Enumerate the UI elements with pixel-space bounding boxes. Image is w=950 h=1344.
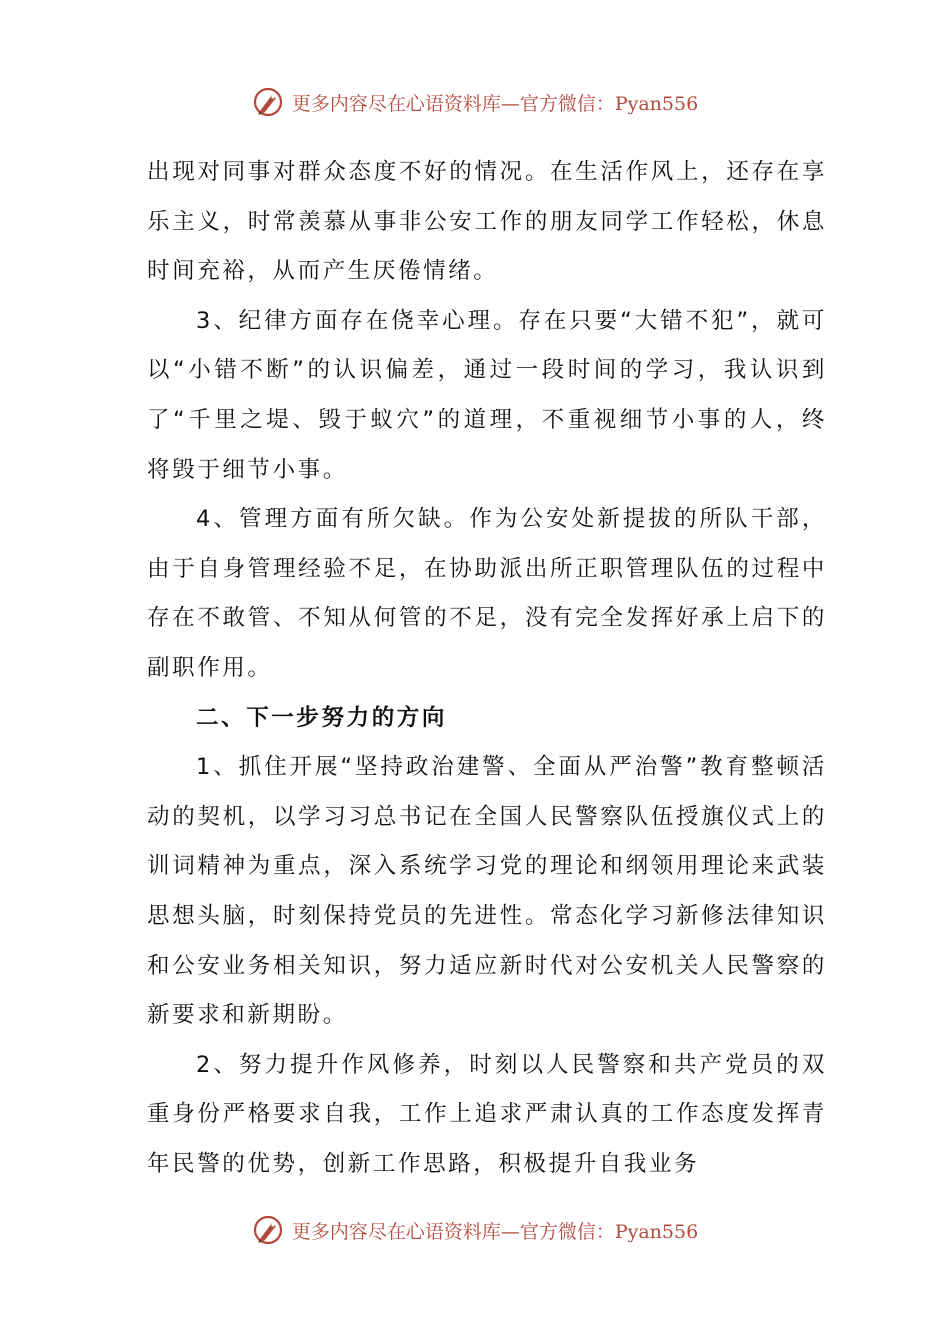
pen-nib-icon [252,86,284,118]
paragraph-direction-1: 1、抓住开展“坚持政治建警、全面从严治警”教育整顿活动的契机，以学习习总书记在全国人民警察队伍授旗仪式上的训词精神为重点，深入系统学习党的理论和纲领用理论来武装思想头脑，时刻保持党员的先进性。常态化学习新修法律知识和公安业务相关知识，努力适应新时代对公安机关人民警察的新要求和新期盼。 [147,754,827,1029]
header-banner [0,82,950,122]
document-body [147,148,827,1189]
footer-banner [0,1210,950,1250]
paragraph-direction-2: 2、努力提升作风修养，时刻以人民警察和共产党员的双重身份严格要求自我，工作上追求严肃认真的工作态度发挥青年民警的优势，创新工作思路，积极提升自我业务 [147,1051,827,1177]
paragraph-continuation: 出现对同事对群众态度不好的情况。在生活作风上，还存在享乐主义，时常羡慕从事非公安工作的朋友同学工作轻松，休息时间充裕，从而产生厌倦情绪。 [147,159,827,285]
paragraph-management: 4、管理方面有所欠缺。作为公安处新提拔的所队干部，由于自身管理经验不足，在协助派出所正职管理队伍的过程中存在不敢管、不知从何管的不足，没有完全发挥好承上启下的副职作用。 [147,506,827,681]
paragraph-discipline: 3、纪律方面存在侥幸心理。存在只要“大错不犯”，就可以“小错不断”的认识偏差，通过一段时间的学习，我认识到了“千里之堤、毁于蚁穴”的道理，不重视细节小事的人，终将毁于细节小事。 [147,307,827,483]
header-banner-text: 更多内容尽在心语资料库—官方微信：Pyan556 [291,92,699,115]
footer-banner-text: 更多内容尽在心语资料库—官方微信：Pyan556 [291,1220,699,1243]
section-heading: 二、下一步努力的方向 [196,704,448,731]
pen-nib-icon [252,1214,284,1246]
